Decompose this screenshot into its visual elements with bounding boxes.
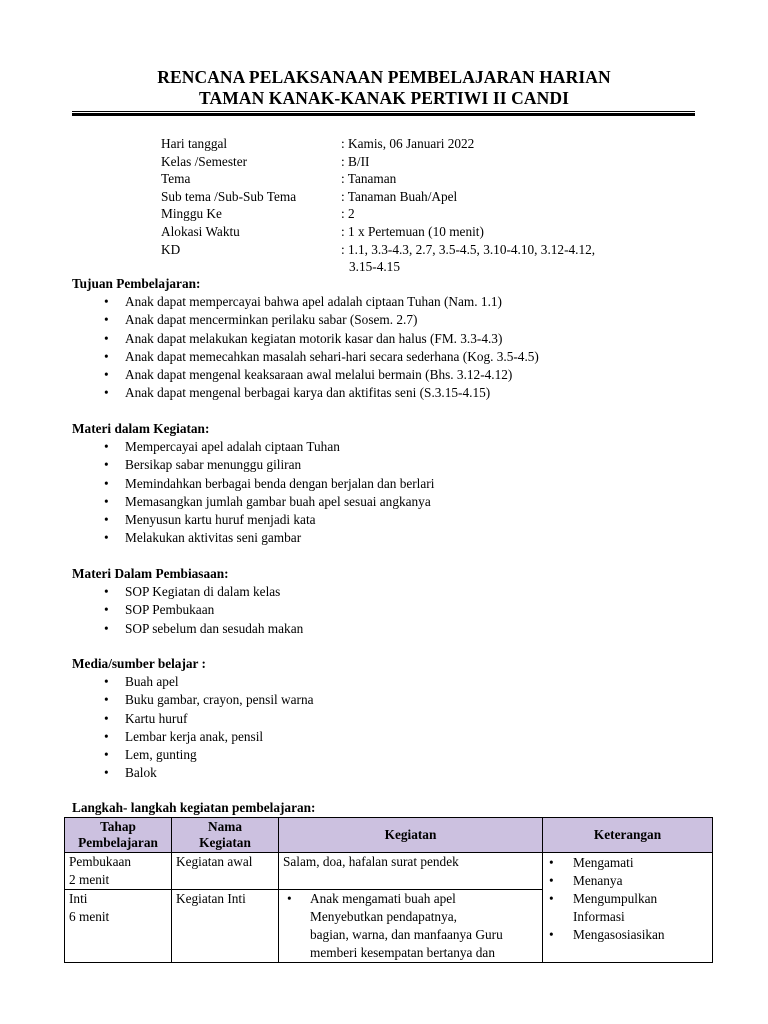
header-text: Kegiatan [199, 835, 251, 850]
list-item [549, 890, 708, 926]
section-heading: Materi dalam Kegiatan: [72, 421, 210, 436]
list-item-text: SOP Kegiatan di dalam kelas [125, 584, 281, 599]
info-value: : B/II [341, 153, 370, 169]
section-heading: Media/sumber belajar : [72, 656, 206, 671]
bullet-icon: • [104, 747, 109, 763]
header-text: Tahap [100, 819, 136, 834]
column-header-keterangan: Keterangan [543, 818, 713, 853]
list-item [72, 511, 712, 529]
bullet-icon: • [104, 348, 109, 364]
bullet-icon: • [104, 602, 109, 618]
info-row [161, 188, 701, 206]
list-item [549, 872, 708, 890]
list-item [72, 691, 712, 709]
list-item-text: Buah apel [125, 674, 179, 689]
nama-cell: Kegiatan Inti [172, 890, 279, 963]
list-item-text: Menyusun kartu huruf menjadi kata [125, 512, 316, 528]
bullet-icon: • [104, 620, 109, 636]
title-rule-thin [72, 111, 695, 112]
list-item-text: Memindahkan berbagai benda dengan berjalan dan berlari [125, 475, 435, 491]
list-item [72, 710, 712, 728]
list-item [72, 330, 712, 348]
list-item-text: Kartu huruf [125, 710, 188, 726]
bullet-icon: • [549, 891, 554, 906]
materi-pembiasaan-section [72, 565, 712, 638]
list-item [72, 348, 712, 366]
list-item-text: Balok [125, 765, 157, 781]
header-text: Pembelajaran [78, 835, 158, 850]
list-item-text: Bersikap sabar menunggu giliran [125, 457, 302, 473]
column-header-tahap [65, 818, 172, 853]
list-item-text: Anak dapat mengenal berbagai karya dan aktifitas seni (S.3.15-4.15) [125, 385, 491, 401]
list-item [549, 854, 708, 872]
bullet-icon: • [104, 367, 109, 383]
list-item [72, 764, 712, 782]
info-value: : 1 x Pertemuan (10 menit) [341, 223, 484, 239]
info-row [161, 170, 701, 188]
info-label: Hari tanggal [161, 136, 228, 151]
list-item-text: SOP sebelum dan sesudah makan [125, 620, 304, 636]
info-row [161, 205, 701, 223]
kegiatan-cell: Salam, doa, hafalan surat pendek [279, 853, 543, 890]
list-item-text: Buku gambar, crayon, pensil warna [125, 692, 314, 708]
bullet-icon: • [104, 728, 109, 744]
bullet-icon: • [104, 512, 109, 528]
keterangan-list [549, 854, 708, 944]
nama-cell: Kegiatan awal [172, 853, 279, 890]
info-label: Alokasi Waktu [161, 223, 240, 239]
info-label: Kelas /Semester [161, 153, 248, 169]
bullet-icon: • [549, 855, 554, 870]
bullet-icon: • [104, 457, 109, 473]
info-value: : 2 [341, 206, 355, 222]
document-title-line1: RENCANA PELAKSANAAN PEMBELAJARAN HARIAN [157, 67, 611, 87]
materi-kegiatan-list [72, 438, 712, 548]
media-list [72, 673, 712, 783]
list-item [72, 311, 712, 329]
list-item-text: Anak dapat mencerminkan perilaku sabar (Sosem. 2.7) [125, 312, 418, 328]
section-heading: Langkah- langkah kegiatan pembelajaran: [72, 800, 316, 815]
list-item-text: bagian, warna, dan manfaanya Guru [310, 927, 503, 942]
materi-kegiatan-section [72, 420, 712, 548]
media-section [72, 655, 712, 783]
list-item-text: Anak mengamati buah apel [310, 891, 456, 906]
kegiatan-cell [279, 890, 543, 963]
info-label: KD [161, 241, 181, 257]
table-header-row [65, 818, 713, 853]
bullet-icon: • [104, 439, 109, 454]
bullet-icon: • [104, 765, 109, 781]
list-item [72, 475, 712, 493]
tahap-cell [65, 890, 172, 963]
list-item [72, 620, 712, 638]
list-item-text: memberi kesempatan bertanya dan [310, 945, 495, 960]
list-item-text: Lem, gunting [125, 747, 197, 763]
list-item [72, 493, 712, 511]
tahap-cell [65, 853, 172, 890]
bullet-icon: • [104, 530, 109, 546]
bullet-icon: • [549, 927, 554, 942]
column-header-nama [172, 818, 279, 853]
list-item [72, 293, 712, 311]
list-item-text: Menanya [573, 873, 623, 888]
tujuan-list [72, 293, 712, 403]
list-item [72, 438, 712, 456]
list-item-text: Mempercayai apel adalah ciptaan Tuhan [125, 439, 340, 454]
bullet-icon: • [104, 330, 109, 346]
bullet-icon: • [104, 385, 109, 401]
list-item-text: Mengumpulkan Informasi [573, 891, 658, 924]
info-label: Minggu Ke [161, 206, 222, 222]
bullet-icon: • [549, 873, 554, 888]
section-heading: Materi Dalam Pembiasaan: [72, 566, 229, 581]
cell-text: Inti [69, 891, 88, 906]
bullet-icon: • [287, 891, 292, 906]
list-item [72, 746, 712, 764]
materi-pembiasaan-list [72, 583, 712, 638]
column-header-kegiatan: Kegiatan [279, 818, 543, 853]
info-value: : Kamis, 06 Januari 2022 [341, 136, 475, 151]
bullet-icon: • [104, 294, 109, 309]
langkah-section [72, 799, 712, 817]
bullet-icon: • [104, 584, 109, 599]
list-item [72, 673, 712, 691]
keterangan-cell [543, 853, 713, 963]
list-item-text: Menyebutkan pendapatnya, [310, 909, 457, 924]
info-row [161, 153, 701, 171]
list-item-text: Mengasosiasikan [573, 927, 665, 942]
bullet-icon: • [104, 692, 109, 708]
list-item [283, 890, 538, 962]
document-title-line2: TAMAN KANAK-KANAK PERTIWI II CANDI [199, 88, 569, 108]
info-value: : Tanaman Buah/Apel [341, 188, 458, 204]
info-kd-continuation: 3.15-4.15 [349, 259, 400, 275]
info-value: : 1.1, 3.3-4.3, 2.7, 3.5-4.5, 3.10-4.10, 3.12-4.12, [341, 241, 596, 257]
bullet-icon: • [104, 674, 109, 689]
list-item-text: SOP Pembukaan [125, 602, 215, 618]
list-item-text: Mengamati [573, 855, 634, 870]
list-item-text: Lembar kerja anak, pensil [125, 728, 264, 744]
info-label: Sub tema /Sub-Sub Tema [161, 188, 297, 204]
tujuan-section [72, 275, 712, 403]
list-item-text: Melakukan aktivitas seni gambar [125, 530, 302, 546]
list-item [72, 529, 712, 547]
list-item [72, 583, 712, 601]
info-row [161, 223, 701, 241]
table-row [65, 853, 713, 890]
title-rule-thick [72, 113, 695, 116]
list-item [72, 456, 712, 474]
list-item [72, 366, 712, 384]
list-item-text: Anak dapat melakukan kegiatan motorik kasar dan halus (FM. 3.3-4.3) [125, 330, 503, 346]
bullet-icon: • [104, 493, 109, 509]
list-item-text: Anak dapat mempercayai bahwa apel adalah ciptaan Tuhan (Nam. 1.1) [125, 294, 502, 309]
langkah-table [64, 817, 713, 963]
bullet-icon: • [104, 312, 109, 328]
cell-text: 6 menit [69, 909, 110, 924]
list-item [549, 926, 708, 944]
bullet-icon: • [104, 475, 109, 491]
identity-info-block [161, 135, 701, 276]
bullet-icon: • [104, 710, 109, 726]
list-item-text: Memasangkan jumlah gambar buah apel sesuai angkanya [125, 493, 431, 509]
list-item-text: Anak dapat mengenal keaksaraan awal melalui bermain (Bhs. 3.12-4.12) [125, 367, 513, 383]
section-heading: Tujuan Pembelajaran: [72, 276, 201, 291]
cell-text: 2 menit [69, 872, 110, 887]
info-value: : Tanaman [341, 171, 397, 187]
info-label: Tema [161, 171, 191, 187]
kegiatan-list [283, 890, 538, 962]
list-item [72, 728, 712, 746]
list-item [72, 384, 712, 402]
list-item [72, 601, 712, 619]
info-row [161, 241, 701, 259]
info-row [161, 135, 701, 153]
cell-text: Pembukaan [69, 854, 132, 869]
header-text: Nama [208, 819, 242, 834]
list-item-text: Anak dapat memecahkan masalah sehari-hari secara sederhana (Kog. 3.5-4.5) [125, 348, 539, 364]
